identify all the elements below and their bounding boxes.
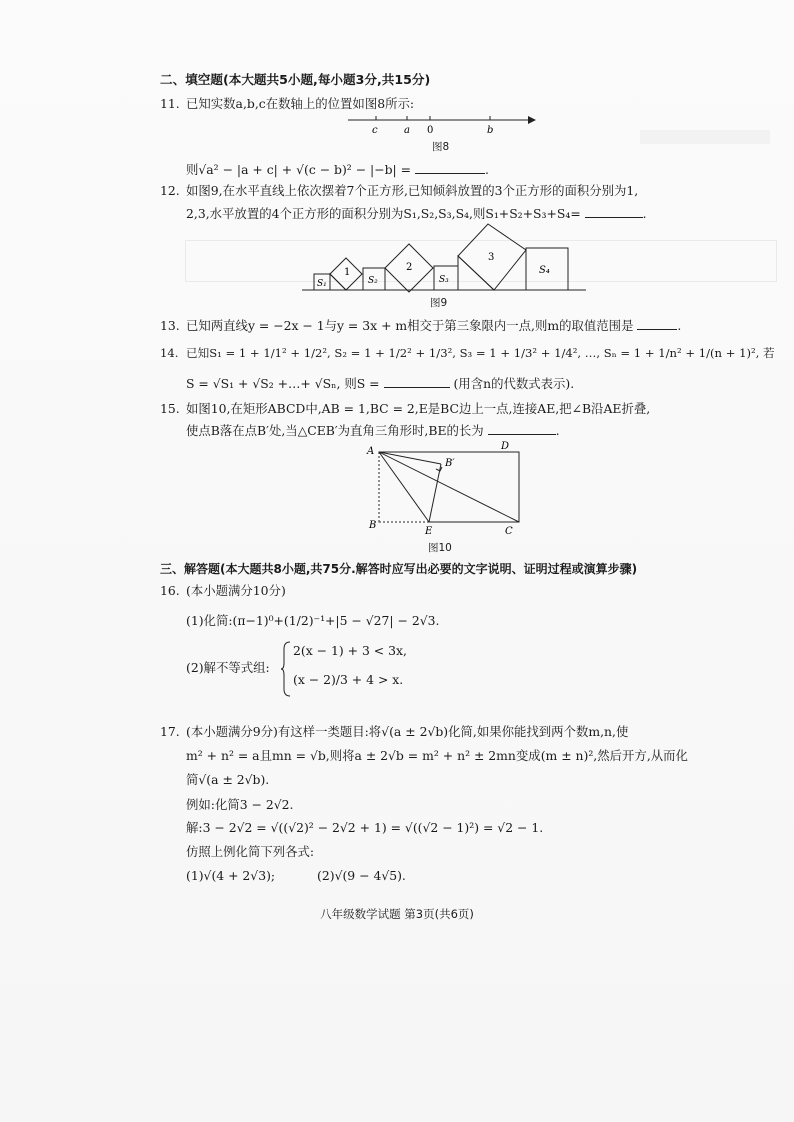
- q15-line2: 使点B落在点B′处,当△CEB′为直角三角形时,BE的长为 .: [186, 423, 560, 438]
- q17-solution: 解:3 − 2√2 = √((√2)² − 2√2 + 1) = √((√2 − 1)²) = √2 − 1.: [186, 820, 544, 835]
- q16-part1: (1)化简:(π−1)⁰+(1/2)⁻¹+|5 − √27| − 2√3.: [186, 613, 440, 628]
- q13-text: 已知两直线y = −2x − 1与y = 3x + m相交于第三象限内一点,则m的取值范围是: [186, 318, 634, 333]
- q17-items: [186, 868, 406, 884]
- q16-number: 16.: [160, 583, 180, 598]
- q11-text: 已知实数a,b,c在数轴上的位置如图8所示:: [186, 96, 415, 111]
- q14-text-1: 已知S₁ = 1 + 1/1² + 1/2², S₂ = 1 + 1/2² + 1/3², S₃ = 1 + 1/3² + 1/4², …, Sₙ = 1 + 1/n² + 1/(n + 1)², 若: [186, 346, 775, 360]
- fig8-label-b: b: [487, 125, 494, 136]
- figure-8-caption: 图8: [432, 141, 450, 153]
- q14-number: 14.: [160, 346, 179, 360]
- fig9-label-1: 1: [344, 267, 351, 278]
- q15-text-2: 使点B落在点B′处,当△CEB′为直角三角形时,BE的长为: [186, 423, 484, 438]
- q15-number: 15.: [160, 401, 180, 416]
- fig10-label-D: D: [501, 441, 510, 452]
- q17-line3: 简√(a ± 2√b).: [186, 772, 270, 787]
- q14-answer-blank[interactable]: [384, 375, 450, 388]
- q12-text-1: 如图9,在水平直线上依次摆着7个正方形,已知倾斜放置的3个正方形的面积分别为1,: [186, 183, 639, 198]
- q13-number: 13.: [160, 318, 180, 333]
- section-2-title: 二、填空题(本大题共5小题,每小题3分,共15分): [160, 72, 431, 87]
- q12-text-2: 2,3,水平放置的4个正方形的面积分别为S₁,S₂,S₃,S₄,则S₁+S₂+S₃+S₄=: [186, 206, 581, 221]
- q16-system-brace: [281, 641, 291, 697]
- q17-number: 17.: [160, 724, 180, 739]
- q16-part2-label: (2)解不等式组:: [186, 660, 270, 675]
- fig10-label-Bprime: B′: [445, 458, 455, 469]
- q12-line1: [160, 183, 638, 199]
- fig9-label-2: 2: [406, 262, 413, 273]
- figure-9-squares: [300, 218, 590, 298]
- q12-line2: 2,3,水平放置的4个正方形的面积分别为S₁,S₂,S₃,S₄,则S₁+S₂+S₃+S₄= .: [186, 206, 647, 221]
- q17-text-1: (本小题满分9分)有这样一类题目:将√(a ± 2√b)化简,如果你能找到两个数m,n,使: [186, 724, 629, 739]
- fig9-label-3: 3: [488, 252, 495, 263]
- q17-instruction: 仿照上例化简下列各式:: [186, 844, 315, 859]
- figure-9-caption: 图9: [430, 297, 448, 309]
- fig9-label-s1: S₁: [317, 279, 327, 289]
- q16-header: [160, 583, 286, 599]
- section-3-title: 三、解答题(本大题共8小题,共75分.解答时应写出必要的文字说明、证明过程或演算步骤): [160, 562, 638, 576]
- q17-item-1: (1)√(4 + 2√3);: [186, 868, 276, 883]
- q11-expr-text: 则√a² − |a + c| + √(c − b)² − |−b| =: [186, 162, 411, 177]
- q16-inequality-2: (x − 2)/3 + 4 > x.: [293, 672, 404, 687]
- q17-line2: m² + n² = a且mn = √b,则将a ± 2√b = m² + n² ± 2mn变成(m ± n)²,然后开方,从而化: [186, 748, 688, 763]
- fig8-label-0: 0: [427, 125, 434, 136]
- bleed-through-text: [640, 130, 770, 144]
- q13-answer-blank[interactable]: [637, 317, 677, 330]
- q11-expression: 则√a² − |a + c| + √(c − b)² − |−b| = .: [186, 162, 489, 177]
- fig10-label-B: B: [369, 520, 377, 531]
- q17-example: 例如:化简3 − 2√2.: [186, 797, 294, 812]
- q14-line2: [186, 375, 574, 392]
- q17-item-2: (2)√(9 − 4√5).: [317, 868, 406, 883]
- fig10-label-E: E: [425, 526, 433, 536]
- q15-answer-blank[interactable]: [488, 422, 556, 435]
- q13-line: 13. 已知两直线y = −2x − 1与y = 3x + m相交于第三象限内一点,则m的取值范围是 .: [160, 318, 682, 333]
- q16-inequality-1: 2(x − 1) + 3 < 3x,: [293, 643, 407, 658]
- fig9-label-s3: S₃: [439, 275, 449, 285]
- fig8-label-a: a: [404, 125, 410, 136]
- page-footer: 八年级数学试题 第3页(共6页): [320, 907, 474, 921]
- q17-line1: [160, 724, 628, 740]
- q16-points: (本小题满分10分): [186, 583, 286, 598]
- q11-number: 11.: [160, 96, 180, 111]
- fig8-label-c: c: [372, 125, 378, 136]
- fig9-label-s2: S₂: [368, 276, 378, 286]
- q11-answer-blank[interactable]: [415, 161, 485, 174]
- fig10-label-A: A: [367, 446, 375, 457]
- q14-line1: [160, 345, 775, 361]
- figure-10-rectangle: [365, 440, 535, 536]
- q15-text-1: 如图10,在矩形ABCD中,AB = 1,BC = 2,E是BC边上一点,连接AE,把∠B沿AE折叠,: [186, 401, 651, 416]
- figure-10-caption: 图10: [428, 542, 452, 554]
- fig9-label-s4: S₄: [539, 265, 550, 276]
- q15-line1: [160, 401, 650, 417]
- q14-text-2: S = √S₁ + √S₂ +…+ √Sₙ, 则S =: [186, 376, 380, 391]
- q14-text-tail: (用含n的代数式表示).: [453, 376, 575, 391]
- figure-8-number-line: [340, 110, 540, 142]
- fig10-label-C: C: [505, 526, 513, 536]
- q12-answer-blank[interactable]: [585, 205, 643, 218]
- q12-number: 12.: [160, 183, 180, 198]
